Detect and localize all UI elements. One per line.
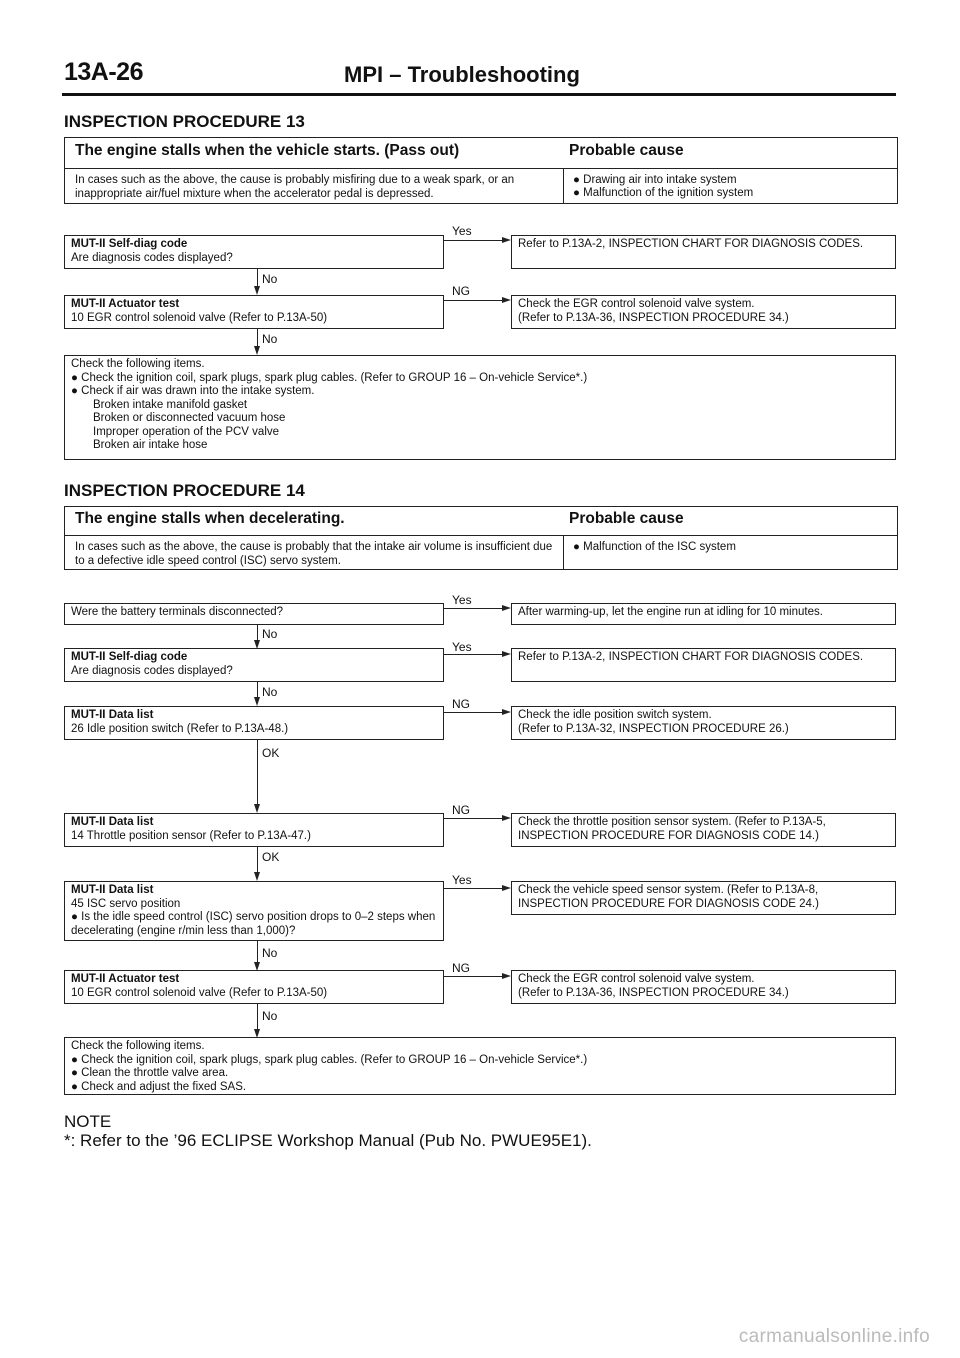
arrow-right-icon <box>502 815 511 821</box>
proc13-final-box: Check the following items. ● Check the ignition coil, spark plugs, spark plug cables. (Refer to GROUP 16 – On-vehicle Service*.) ● Check if air was drawn into the intake system. Broken intake manifold gasket Broken or disconnected vacuum hose Improper operation of the PCV valve Broken air intake hose <box>64 355 896 460</box>
proc13-step1-no: No <box>262 272 278 286</box>
page-number: 13A-26 <box>64 58 143 86</box>
proc14-s5-result: Check the vehicle speed sensor system. (Refer to P.13A-8, INSPECTION PROCEDURE FOR DIAGNOSIS CODE 24.) <box>511 881 896 915</box>
proc13-step2-no: No <box>262 332 278 346</box>
watermark: carmanualsonline.info <box>738 1326 930 1347</box>
proc13-heading: INSPECTION PROCEDURE 13 <box>64 112 305 131</box>
note-text: *: Refer to the ’96 ECLIPSE Workshop Manual (Pub No. PWUE95E1). <box>64 1131 592 1150</box>
arrow-down-icon <box>254 804 260 813</box>
proc14-s1-result: After warming-up, let the engine run at idling for 10 minutes. <box>511 603 896 625</box>
arrow-down-icon <box>254 286 260 295</box>
proc14-s4-box: MUT-II Data list 14 Throttle position sensor (Refer to P.13A-47.) <box>64 813 444 847</box>
proc14-s4-result: Check the throttle position sensor system. (Refer to P.13A-5, INSPECTION PROCEDURE FOR DIAGNOSIS CODE 14.) <box>511 813 896 847</box>
proc13-step1-result: Refer to P.13A-2, INSPECTION CHART FOR DIAGNOSIS CODES. <box>511 235 896 269</box>
arrow-down-icon <box>254 346 260 355</box>
proc14-s3-result: Check the idle position switch system. (Refer to P.13A-32, INSPECTION PROCEDURE 26.) <box>511 706 896 740</box>
proc13-step1-box <box>64 235 444 269</box>
proc13-symptom-table <box>64 137 898 204</box>
header-rule <box>62 93 896 96</box>
arrow-down-icon <box>254 872 260 881</box>
proc13-cause-2: ● Malfunction of the ignition system <box>573 187 754 199</box>
proc14-final-box: Check the following items. ● Check the ignition coil, spark plugs, spark plug cables. (Refer to GROUP 16 – On-vehicle Service*.) ● Clean the throttle valve area. ● Check and adjust the fixed SAS. <box>64 1037 896 1095</box>
arrow-right-icon <box>502 709 511 715</box>
proc13-step2-result: Check the EGR control solenoid valve system. (Refer to P.13A-36, INSPECTION PROCEDURE 34.) <box>511 295 896 329</box>
proc14-cause-1: ● Malfunction of the ISC system <box>573 541 736 553</box>
proc14-cause-title: Probable cause <box>569 510 684 527</box>
proc14-description: In cases such as the above, the cause is probably that the intake air volume is insufficient due to a defective idle speed control (ISC) servo system. <box>75 541 553 567</box>
proc13-description: In cases such as the above, the cause is probably misfiring due to a weak spark, or an inappropriate air/fuel mixture when the accelerator pedal is depressed. <box>75 174 515 200</box>
arrow-down-icon <box>254 697 260 706</box>
proc13-step1-yes: Yes <box>452 224 472 238</box>
proc14-s2-result: Refer to P.13A-2, INSPECTION CHART FOR DIAGNOSIS CODES. <box>511 648 896 682</box>
proc14-s2-box: MUT-II Self-diag code Are diagnosis codes displayed? <box>64 648 444 682</box>
proc14-s5-box: MUT-II Data list 45 ISC servo position ● Is the idle speed control (ISC) servo position drops to 0–2 steps when decelerating (engine r/min less than 1,000)? <box>64 881 444 941</box>
arrow-right-icon <box>502 605 511 611</box>
note-title: NOTE <box>64 1112 112 1131</box>
proc14-s6-result: Check the EGR control solenoid valve system. (Refer to P.13A-36, INSPECTION PROCEDURE 34.) <box>511 970 896 1004</box>
arrow-right-icon <box>502 651 511 657</box>
proc13-cause-title: Probable cause <box>569 142 684 159</box>
proc14-s1-box: Were the battery terminals disconnected? <box>64 603 444 625</box>
arrow-right-icon <box>502 237 511 243</box>
proc14-symptom-table <box>64 506 898 570</box>
proc13-cause-1: ● Drawing air into intake system <box>573 174 737 186</box>
proc13-step2-ng: NG <box>452 284 470 298</box>
proc13-step2-text: 10 EGR control solenoid valve (Refer to P.13A-50) <box>71 311 328 324</box>
proc13-step2-title: MUT-II Actuator test <box>71 298 180 310</box>
proc14-heading: INSPECTION PROCEDURE 14 <box>64 481 305 500</box>
arrow-right-icon <box>502 973 511 979</box>
proc13-symptom: The engine stalls when the vehicle starts. (Pass out) <box>75 142 460 159</box>
proc14-s6-box: MUT-II Actuator test 10 EGR control solenoid valve (Refer to P.13A-50) <box>64 970 444 1004</box>
proc13-step2-box <box>64 295 444 329</box>
arrow-right-icon <box>502 297 511 303</box>
page-title: MPI – Troubleshooting <box>344 62 580 87</box>
proc13-step1-title: MUT-II Self-diag code <box>71 238 188 250</box>
arrow-right-icon <box>502 885 511 891</box>
proc14-symptom: The engine stalls when decelerating. <box>75 510 345 527</box>
proc13-step1-text: Are diagnosis codes displayed? <box>71 251 233 264</box>
proc14-s3-box: MUT-II Data list 26 Idle position switch (Refer to P.13A-48.) <box>64 706 444 740</box>
